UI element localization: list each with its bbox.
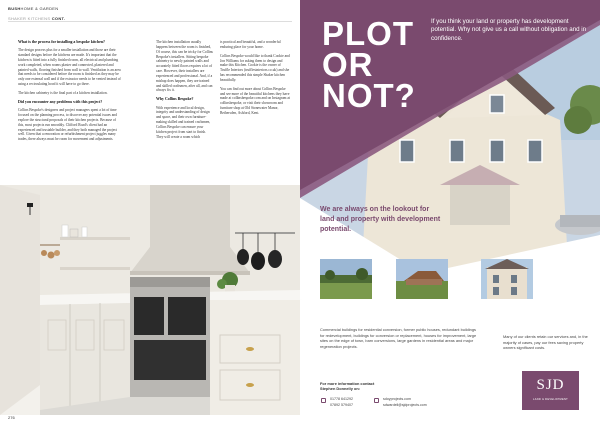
paragraph: Collins Bespoke would like to thank Cookie and Jon Williams for asking them to design and make this Kitchen. Cookie is the owner of Truffle Interiors (trufflesinteriors.co.uk) and she has recommended this simple Shaker kitchen beautifully. [220, 53, 290, 82]
advice-text: Many of our clients retain our services and, in the majority of cases, pay our fees saving property owners significant costs. [503, 334, 588, 351]
paragraph: The kitchen installation usually happens between the room is finished, Of course, this can be tricky for Collins Bespoke's installers. Sitting bespoke cabinetry to newly painted walls and accurately fitted floors requires a lot of care. However, their installers are experienced and professional. And, if a mishap does happen, they are trained and skilled craftsmen, after all, and can always fix it. [156, 40, 213, 93]
article-column-3 [220, 40, 290, 120]
services-description: Commercial buildings for residential conversion, former public houses, redundant buildings for redevelopment, buildings for conversion or replacement, houses for improvement, large sites on the edge of town, barn conversions, large gardens in residential areas and major regeneration projects. [320, 327, 477, 349]
kitchen-photo [0, 185, 300, 415]
article-column-2 [156, 40, 213, 143]
paragraph: You can find out more about Collins Bespoke and see more of the beautiful kitchens they have made at collinsbespoke.com and on Instagram at collinsbespoke, or visit their showroom and furniture shop at Old Stonewater Manor, Bethersden, Ashford, Kent. [220, 86, 290, 115]
paragraph: The design process plus for a smaller installation and those are their standard designs before the kitchens are made. It's important that the kitchen is fitted into a fully finished room, all electrical and plumbing work completed, when rooms plaster and connected, plastered and painted walls, flooring finished from wall to wall. Ventilation is an area that needs to be considered before the room is finished as they may be only one external wall and if the extractor needs to be vented instead of using a recirculating hood it will have to go there. [18, 48, 121, 87]
header-rule [8, 21, 292, 22]
logo-monogram: SJD [536, 377, 565, 393]
magazine-brand: BUSH [8, 6, 21, 11]
contact-title-line: For more information contact [320, 381, 375, 386]
running-head [8, 6, 58, 11]
sjd-logo [522, 371, 579, 410]
headline-line: PLOT [322, 15, 414, 52]
article-column-1 [18, 40, 122, 146]
logo-tagline: LAND & DEVELOPMENT [532, 398, 569, 401]
right-advert-page [300, 0, 600, 424]
subheading-install-process: What is the process for installing a bespoke kitchen? [18, 40, 105, 44]
land-thumbnail [320, 259, 372, 299]
subheading-problems: Did you encounter any problems with this project? [18, 99, 103, 104]
paragraph: Collins Bespoke's designers and project managers spent a lot of time focused on the planning process, to discover any potential issues and explore the structural proposals of their kitchen projects. Because of this, most projects run smoothly. Clifford Road's client had an experienced and trustable builder, and they both managed the project well. Given that a renovation or refurbishment project juggles many trades, there always must be room for movement and adjustments. [18, 108, 118, 142]
contact-title-line: Stephen Donnelly on: [320, 386, 360, 392]
headline-line: OR [322, 46, 374, 83]
feature-suffix: CONT. [51, 16, 66, 21]
advert-headline [322, 15, 442, 114]
advert-intro: If you think your land or property has development potential. Why not give us a call without obligation and in confidence. [431, 18, 587, 42]
lookout-statement: We are always on the lookout for land and property with development potential. [320, 206, 441, 233]
page-number: 276 [8, 415, 15, 420]
feature-name: SHAKER KITCHENS [8, 16, 51, 21]
building-thumbnail [481, 259, 533, 299]
email-link[interactable]: sdoyprojects.com [383, 397, 411, 401]
section-name: HOME & GARDEN [20, 6, 59, 11]
paragraph: is practical and beautiful, and a wonderful enduring place for your home. [220, 40, 281, 49]
barn-thumbnail [396, 259, 448, 299]
email-icon [374, 398, 379, 403]
phone-number[interactable]: 01778 641292 [330, 397, 353, 401]
mobile-number[interactable]: 07892 579407 [330, 403, 353, 407]
subheading-why-collins: Why Collins Bespoke? [156, 97, 194, 102]
headline-line: NOT? [322, 77, 416, 114]
paragraph: The kitchen cabinetry is the final part of a kitchen installation. [18, 91, 108, 96]
paragraph: With experience and local design, integrity and understanding of design and space, and their own furniture-making skilled and trained craftsmen, Collins Bespoke can ensure your kitchen project from start to finish. They will create a room which [156, 105, 211, 139]
email-link[interactable]: sdwardell@sjdprojects.com [383, 403, 427, 407]
phone-icon [321, 398, 326, 403]
contact-title [320, 381, 374, 392]
